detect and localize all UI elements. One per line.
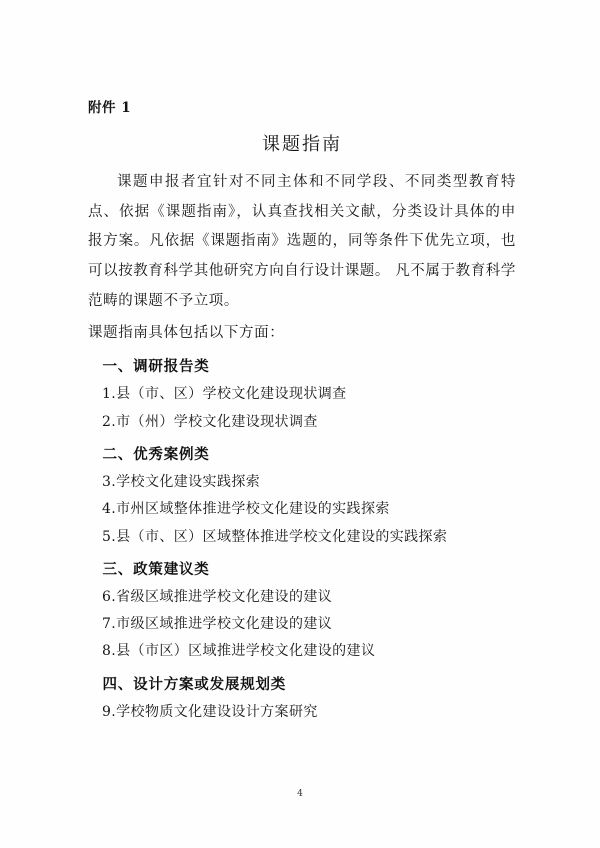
list-item: 4.市州区域整体推进学校文化建设的实践探索 <box>102 501 390 518</box>
section-heading-4: 四、设计方案或发展规划类 <box>102 675 287 693</box>
list-item: 5.县（市、区）区域整体推进学校文化建设的实践探索 <box>102 528 448 545</box>
list-item: 9.学校物质文化建设设计方案研究 <box>102 703 318 720</box>
intro-paragraph-2: 课题指南具体包括以下方面： <box>88 324 285 341</box>
list-item: 8.县（市区）区域推进学校文化建设的建议 <box>102 643 376 660</box>
list-item: 3.学校文化建设实践探索 <box>102 473 261 490</box>
section-group-4 <box>88 670 516 726</box>
list-item: 6.省级区域推进学校文化建设的建议 <box>102 588 333 605</box>
section-group-1 <box>88 352 516 436</box>
section-heading-3: 三、政策建议类 <box>102 560 210 578</box>
attachment-label: 附件 1 <box>88 100 132 116</box>
page-number: 4 <box>297 789 303 799</box>
list-item: 1.县（市、区）学校文化建设现状调查 <box>102 386 347 403</box>
list-item: 7.市级区域推进学校文化建设的建议 <box>102 616 333 633</box>
document-content <box>88 96 516 726</box>
section-group-3 <box>88 555 516 666</box>
page-title: 课题指南 <box>262 134 342 155</box>
intro-paragraph-1: 课题申报者宜针对不同主体和不同学段、不同类型教育特点、依据《课题指南》，认真查找相关文献，分类设计具体的申报方案。凡依据《课题指南》选题的，同等条件下优先立项，也可以按教育科学其他研究方向自行设计课题。 凡不属于教育科学范畴的课题不予立项。 <box>88 174 517 309</box>
section-heading-2: 二、优秀案例类 <box>102 445 210 463</box>
section-group-2 <box>88 440 516 551</box>
section-heading-1: 一、调研报告类 <box>102 358 210 376</box>
list-item: 2.市（州）学校文化建设现状调查 <box>102 413 318 430</box>
